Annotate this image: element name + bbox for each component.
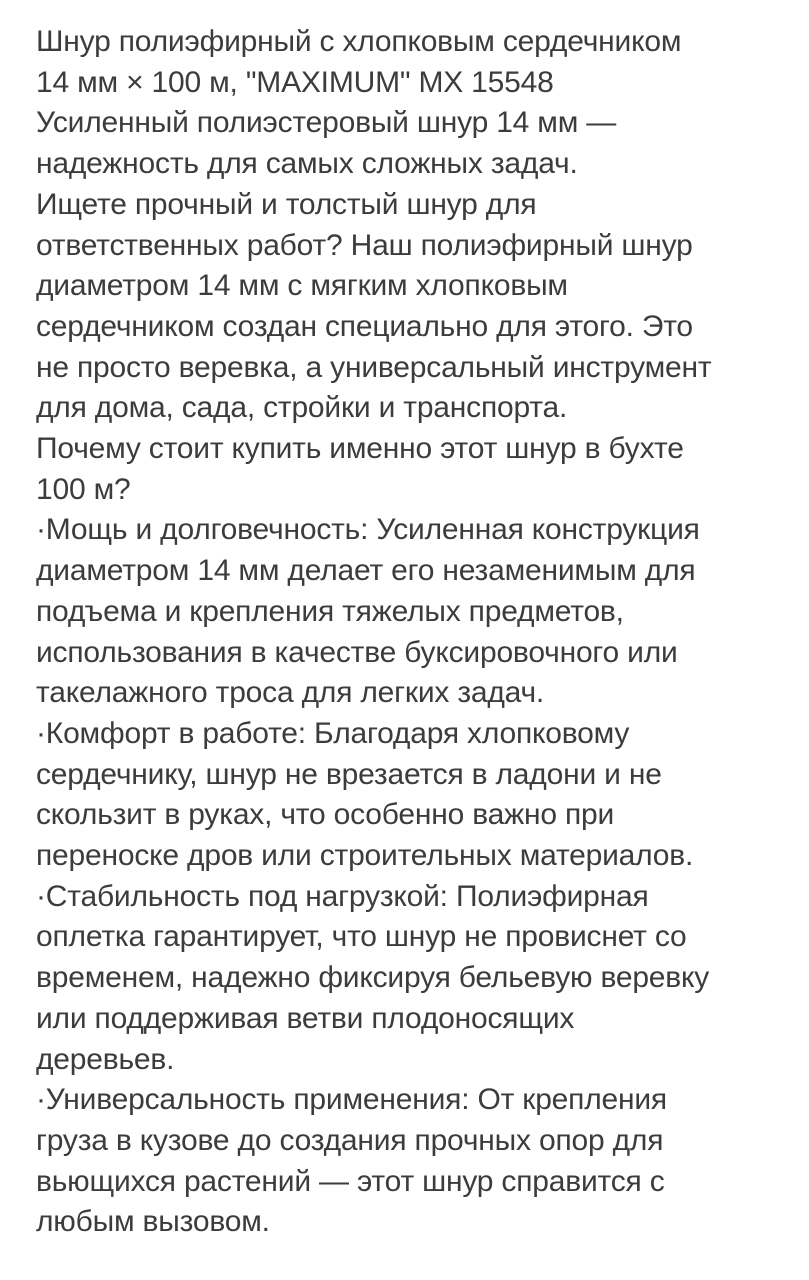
text-line: надежность для самых сложных задач. [36,147,578,181]
text-line: сердечнику, шнур не врезается в ладони и не [36,757,662,791]
text-line: деревьев. [36,1042,175,1076]
text-line: переноске дров или строительных материалов. [36,839,694,873]
text-line: ответственных работ? Наш полиэфирный шнур [36,228,693,262]
text-line: ·Стабильность под нагрузкой: Полиэфирная [36,879,649,913]
bullet-comfort [36,714,783,877]
text-line: 14 мм × 100 м, "MAXIMUM" МХ 15548 [36,65,554,99]
text-line: использования в качестве буксировочного или [36,635,678,669]
text-line: ·Комфорт в работе: Благодаря хлопковому [36,716,630,750]
text-line: 100 м? [36,472,131,506]
text-line: диаметром 14 мм делает его незаменимым для [36,554,696,588]
text-line: временем, надежно фиксируя бельевую веревку [36,961,710,995]
text-line: сердечником создан специально для этого. Это [36,309,693,343]
intro [36,185,783,429]
subtitle [36,103,783,184]
text-line: Шнур полиэфирный с хлопковым сердечником [36,25,682,58]
text-line: любым вызовом. [36,1205,270,1239]
text-line: ·Универсальность применения: От крепления [36,1083,667,1117]
text-line: Усиленный полиэстеровый шнур 14 мм — [36,106,617,140]
text-line: диаметром 14 мм с мягким хлопковым [36,269,568,303]
text-line: Почему стоит купить именно этот шнур в бухте [36,432,684,466]
product-title [36,22,783,103]
question [36,429,783,510]
text-line: не просто веревка, а универсальный инструмент [36,350,712,384]
text-line: скользит в руках, что особенно важно при [36,798,615,832]
text-line: такелажного троса для легких задач. [36,676,545,710]
text-line: подъема и крепления тяжелых предметов, [36,594,624,628]
text-line: Ищете прочный и толстый шнур для [36,187,537,221]
text-line: ·Мощь и долговечность: Усиленная конструкция [36,513,700,547]
bullet-strength [36,510,783,714]
bullet-versatility [36,1080,783,1243]
text-line: оплетка гарантирует, что шнур не провиснет со [36,920,687,954]
text-line: для дома, сада, стройки и транспорта. [36,391,568,425]
bullet-stability [36,877,783,1081]
text-line: груза в кузове до создания прочных опор для [36,1123,664,1157]
text-line: вьющихся растений — этот шнур справится с [36,1164,665,1198]
text-line: или поддерживая ветви плодоносящих [36,1001,575,1035]
